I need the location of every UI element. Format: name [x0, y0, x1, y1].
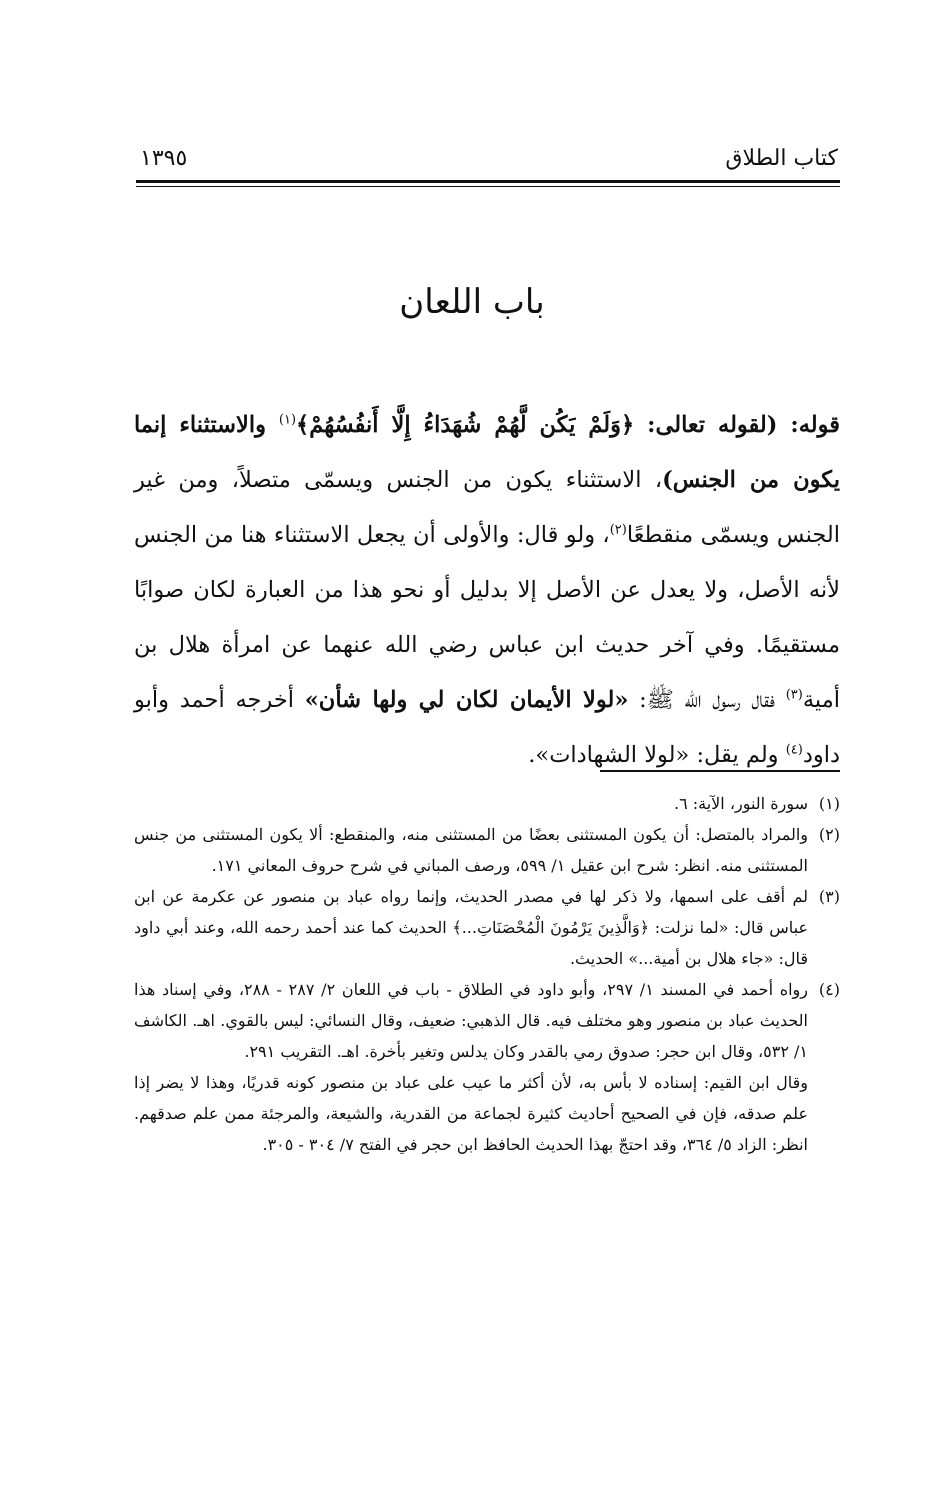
footnote-text: سورة النور، الآية: ٦. — [673, 794, 808, 813]
chapter-title: باب اللعان — [399, 282, 545, 322]
footnote — [134, 974, 840, 1160]
footnote-text: والمراد بالمتصل: أن يكون المستثنى بعضًا من المستثنى منه، والمنقطع: ألا يكون المستثنى من جنس المستثنى منه. انظر: شرح ابن عقيل ١/ ٥٩٩، ورصف المباني في شرح حروف المعاني ١٧١. — [134, 825, 808, 875]
body-text: ، الاستثناء يكون من الجنس ويسمّى متصلاً، ومن غير الجنس ويسمّى منقطعًا — [134, 467, 840, 548]
footnote — [134, 819, 840, 881]
footnote-ref-3: (٣) — [785, 687, 803, 703]
body-text: فقال رسول الله ﷺ: — [628, 687, 786, 713]
footnote-text: رواه أحمد في المسند ١/ ٢٩٧، وأبو داود في الطلاق - باب في اللعان ٢/ ٢٨٧ - ٢٨٨، وفي إسناد هذا الحديث عباد بن منصور وهو مختلف فيه. قال الذهبي: ضعيف، وقال النسائي: ليس بالقوي. اهـ. الكاشف ١/ ٥٣٢، وقال ابن حجر: صدوق رمي بالقدر وكان يدلس وتغير بأخرة. اهـ. التقريب ٢٩١. — [134, 980, 809, 1061]
footnotes — [134, 788, 840, 1160]
body-text: ، ولو قال: والأولى أن يجعل الاستثناء هنا من الجنس لأنه الأصل، ولا يعدل عن الأصل إلا بدليل أو نحو هذا من العبارة لكان صوابًا مستقيمًا. وفي آخر حديث ابن عباس رضي الله عنهما عن امرأة هلال بن أمية — [134, 522, 840, 713]
footnote — [134, 881, 840, 974]
footnote-ref-4: (٤) — [785, 742, 803, 758]
page-number: ١٣٩٥ — [140, 146, 188, 171]
book-title: كتاب الطلاق — [725, 146, 838, 171]
footnote-number: (٤) — [818, 980, 840, 999]
footnote-ref-2: (٢) — [609, 522, 627, 538]
body-text: ولم يقل: «لولا الشهادات». — [528, 742, 786, 768]
lead-quote: قوله: (لقوله تعالى: ﴿وَلَمْ يَكُن لَّهُمْ شُهَدَاءُ إِلَّا أَنفُسُهُمْ﴾ — [296, 412, 840, 438]
header-rule-thin — [136, 186, 840, 187]
lead-quote-cont: والاستثناء إنما يكون من الجنس) — [134, 412, 840, 493]
footnote-text: وقال ابن القيم: إسناده لا بأس به، لأن أكثر ما عيب على عباد بن منصور كونه قدريًا، وهذا لا يضر إذا علم صدقه، فإن في الصحيح أحاديث كثيرة لجماعة من القدرية، والشيعة، والمرجئة ممن علم صدقهم. انظر: الزاد ٥/ ٣٦٤، وقد احتجّ بهذا الحديث الحافظ ابن حجر في الفتح ٧/ ٣٠٤ - ٣٠٥. — [134, 1073, 808, 1154]
footnote-number: (٢) — [818, 825, 840, 844]
body-text: أخرجه أحمد وأبو داود — [134, 687, 840, 768]
footnote-number: (٣) — [818, 887, 840, 906]
hadith-quote: «لولا الأيمان لكان لي ولها شأن» — [304, 687, 629, 713]
footnote-ref-1: (١) — [278, 412, 297, 428]
footnote-text: لم أقف على اسمها، ولا ذكر لها في مصدر الحديث، وإنما رواه عباد بن منصور عن عكرمة عن ابن عباس قال: «لما نزلت: ﴿وَالَّذِينَ يَرْمُونَ الْمُحْصَنَاتِ...﴾ الحديث كما عند أحمد رحمه الله، وعند أبي داود قال: «جاء هلال بن أمية...» الحديث. — [134, 887, 809, 968]
footnote-number: (١) — [818, 794, 840, 813]
running-header — [140, 140, 838, 180]
footnote-separator — [600, 770, 840, 772]
main-text — [134, 398, 840, 783]
header-rule — [136, 180, 840, 183]
footnote — [134, 788, 840, 819]
